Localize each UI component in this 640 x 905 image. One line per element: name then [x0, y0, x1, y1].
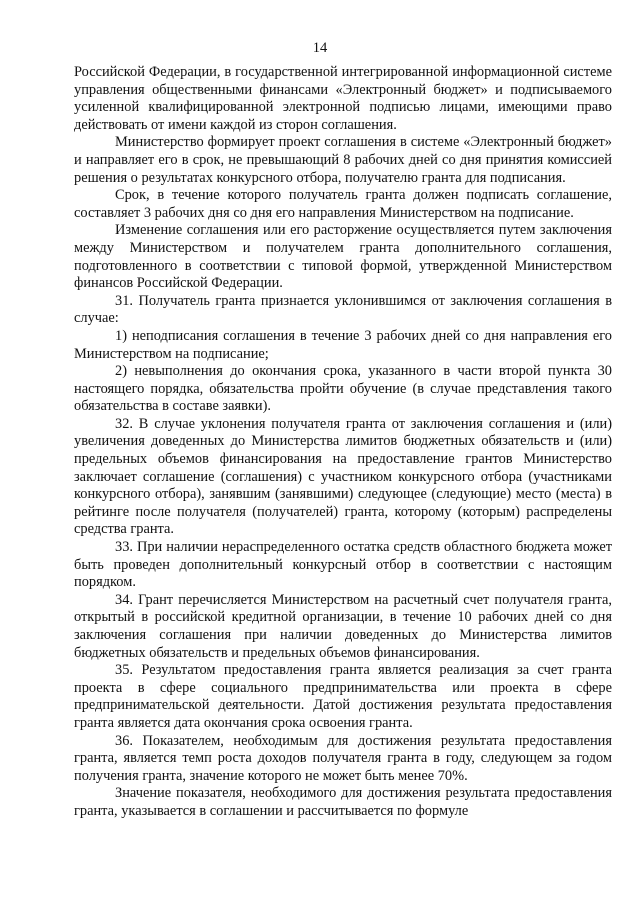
paragraph-continuation: Российской Федерации, в государственной интегрированной информационной системе управления общественными финансами «Электронный бюджет» и подписываемого усиленной квалифицированной электронной подписью лицами, имеющими право действовать от имени каждой из сторон соглашения. [74, 64, 612, 133]
paragraph-item-31: 31. Получатель гранта признается уклонившимся от заключения соглашения в случае: [74, 292, 612, 327]
document-body [74, 64, 612, 821]
page-number: 14 [312, 40, 328, 56]
paragraph-item-34: 34. Грант перечисляется Министерством на расчетный счет получателя гранта, открытый в российской кредитной организации, в течение 10 рабочих дней со дня заключения соглашения при наличии доведенных до Министерства лимитов бюджетных обязательств и предельных объемов финансирования. [74, 591, 612, 661]
paragraph-item-32: 32. В случае уклонения получателя гранта от заключения соглашения и (или) увеличения доведенных до Министерства лимитов бюджетных обязательств и (или) предельных объемов финансирования на предоставление грантов Министерство заключает соглашение (соглашения) с участником конкурсного отбора (участниками конкурсного отбора), занявшим (занявшими) следующее (следующие) место (места) в рейтинге после получателя (получателей) гранта, которому (которым) распределены средства гранта. [74, 415, 612, 538]
paragraph-item-31-1: 1) неподписания соглашения в течение 3 рабочих дней со дня направления его Министерством на подписание; [74, 327, 612, 362]
paragraph-signing-term: Срок, в течение которого получатель гранта должен подписать соглашение, составляет 3 рабочих дня со дня его направления Министерством на подписание. [74, 187, 612, 221]
paragraph-item-36: 36. Показателем, необходимым для достижения результата предоставления гранта, является темп роста доходов получателя гранта в году, следующем за годом получения гранта, значение которого не может быть менее 70%. [74, 732, 612, 784]
paragraph-agreement-draft: Министерство формирует проект соглашения в системе «Электронный бюджет» и направляет его в срок, не превышающий 8 рабочих дней со дня принятия комиссией решения о результатах конкурсного отбора, получателю гранта для подписания. [74, 134, 612, 186]
paragraph-item-35: 35. Результатом предоставления гранта является реализация за счет гранта проекта в сфере социального предпринимательства или проекта в сфере предпринимательской деятельности. Датой достижения результата предоставления гранта является дата окончания срока освоения гранта. [74, 662, 612, 731]
paragraph-agreement-changes: Изменение соглашения или его расторжение осуществляется путем заключения между Министерством и получателем гранта дополнительного соглашения, подготовленного в соответствии с типовой формой, утвержденной Министерством финансов Российской Федерации. [74, 222, 612, 292]
paragraph-indicator-formula: Значение показателя, необходимого для достижения результата предоставления гранта, указывается в соглашении и рассчитывается по формуле [74, 785, 612, 819]
paragraph-item-31-2: 2) невыполнения до окончания срока, указанного в части второй пункта 30 настоящего порядка, обязательства пройти обучение (в случае представления такого обязательства в составе заявки). [74, 363, 612, 415]
paragraph-item-33: 33. При наличии нераспределенного остатка средств областного бюджета может быть проведен дополнительный конкурсный отбор в соответствии с настоящим порядком. [74, 539, 612, 591]
